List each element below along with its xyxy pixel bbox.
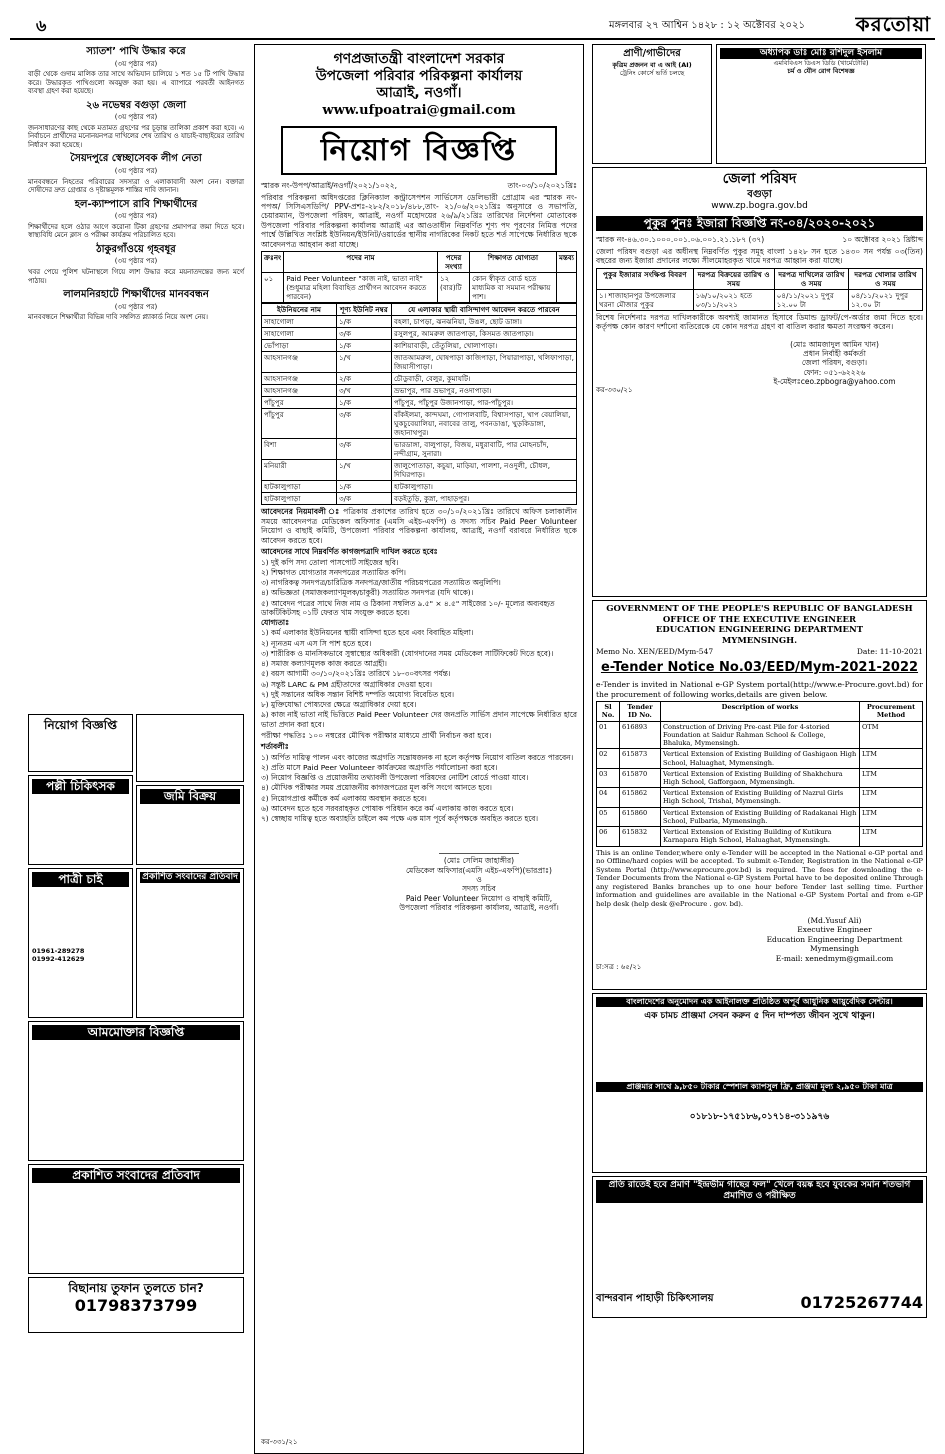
th: ক্রঃনং <box>262 252 284 273</box>
cell: Paid Peer Volunteer "কাজ নাই, ভাতা নাই" (শুধুমাত্র মহিলা বিবাহিত প্রার্থীগন আবেদন করতে পারবেন) <box>284 273 438 303</box>
cell: Vertical Extension of Existing Building of Radakanai High School, Fulbaria, Mymensingh. <box>661 807 860 826</box>
news-block-5 <box>28 244 244 285</box>
news-cont: (৩য় পৃষ্ঠার পর) <box>114 212 158 221</box>
list-item: ২) শিক্ষাগত যোগ্যতার সনদপত্রের সত্যায়িত কপি। <box>261 567 406 577</box>
table-row <box>262 397 577 409</box>
news-title: স্যাতশ’ পাখি উদ্ধার করে <box>86 46 186 57</box>
cell: ৩/ক <box>337 328 392 340</box>
memo-line <box>261 181 577 190</box>
news-block-2 <box>28 100 244 150</box>
cell: OTM <box>860 721 923 749</box>
sig-line: ও <box>476 875 482 885</box>
list-item: ৩) শারীরিক ও মানসিকভাবে সুস্বাস্থ্যের অধিকারী (যোগদানের সময় মেডিকেল সার্টিফিকেট দিতে হবে)। <box>261 648 554 658</box>
table-row <box>262 340 577 352</box>
cell: 06 <box>597 827 620 846</box>
post-table <box>261 251 577 303</box>
news-block-4 <box>28 199 244 240</box>
cell: বড়ইতুড়ি, কুস্না, পাহাড়পুর। <box>392 493 577 505</box>
ad-title: অধ্যাপক ডাঃ মোঃ রশিদুল ইসলাম <box>720 48 922 59</box>
zila-place: বগুড়া <box>747 188 772 200</box>
th: পদের সংখ্যা <box>438 252 470 273</box>
cell: LTM <box>860 788 923 807</box>
cell: ৩/খ <box>337 385 392 397</box>
sig-line: Paid Peer Volunteer নিয়োগ ও বাছাই কমিটি, <box>405 893 553 903</box>
cell: 04 <box>597 788 620 807</box>
cell: ৩/ক <box>337 439 392 460</box>
th: মন্তব্য <box>556 252 576 273</box>
tender-intro: e-Tender is invited in National e-GP System portal(http://www.e-Procure.govt.bd) for the procurement of following works,details are given below. <box>596 680 923 699</box>
ad-phone: 01961-289278 <box>32 947 85 955</box>
e-tender-notice <box>592 600 927 990</box>
cell: Vertical Extension of Existing Building of Gashigaon High School, Haluaghat, Mymensingh. <box>661 749 860 768</box>
cell: 03 <box>597 768 620 787</box>
cell: ভারডাঙ্গা, বালুপাড়া, বিজয়, মধুরাবাটি, পার মোহনচাঁদ, নন্দীগ্রাম, সুনারা। <box>392 439 577 460</box>
ad-protibad-1 <box>136 868 244 1018</box>
list-item: ১) দুই কপি সদ্য তোলা পাসপোর্ট সাইজের ছবি। <box>261 557 399 567</box>
gov-url: www.ufpoatrai@gmail.com <box>322 103 516 119</box>
cell: ১/ক <box>337 316 392 328</box>
table-row <box>262 273 577 303</box>
list-item: ৩) নিয়োগ বিজ্ঞপ্তি ও প্রয়োজনীয় তথ্যাবলী উপজেলা পরিষদের নোটিশ বোর্ডে পাওয়া যাবে। <box>261 773 529 783</box>
news-title: ২৬ নভেম্বর বগুড়া জেলা <box>85 99 187 111</box>
sig-line: ফোন: ০৫১-৬২২২৬ <box>803 367 866 377</box>
cell: ১। শাজাহানপুর উপজেলার খরনা মৌজার পুকুর <box>597 289 694 310</box>
table-row <box>597 788 923 807</box>
table-row <box>262 373 577 385</box>
tender-number: e-Tender Notice No.03/EED/Mym-2021-2022 <box>600 659 919 675</box>
list-title: আবেদনের সাথে নিম্নবর্ণিত কাগজপত্রাদি দাখিল করতে হবেঃ <box>261 547 438 557</box>
cell: 615860 <box>620 807 661 826</box>
cell: কাশিয়াবাড়ী, তেঁতুলিয়া, খোলাপাড়া। <box>392 340 577 352</box>
list-item: ২) প্রতি মাসে Paid Peer Volunteer কার্যক্রমের অগ্রগতি পর্যালোচনা করা হবে। <box>261 762 498 772</box>
ad-title: প্রাণী/গাভীদের <box>623 48 681 59</box>
ad-doctor <box>716 44 926 164</box>
sig-line: ই-মেইলঃceo.zpbogra@yahoo.com <box>773 377 896 387</box>
list-item: ৩) নাগরিকত্ব সনদপত্র/চারিত্রিক সনদপত্র/জাতীয় পরিচয়পত্রের সত্যায়িত অনুলিপি। <box>261 578 501 588</box>
cell: ১৬/১০/২০২১ হতে ০৩/১১/২০২১ <box>693 289 774 310</box>
table-row <box>262 481 577 493</box>
cell: ১২ (বার)টি <box>438 273 470 303</box>
left-column <box>28 44 244 1315</box>
news-text: মানববন্ধনে নিহতের পরিবারের সদস্যরা ও এলাকাবাসী অংশ নেন। বক্তারা দোষীদের দ্রুত গ্রেপ্তার ও দৃষ্টান্তমূলক শাস্তির দাবি জানান। <box>28 177 244 195</box>
list-item: ১) অর্পিত দায়িত্ব পালন এবং কাজের অগ্রগতি সন্তোষজনক না হলে কর্তৃপক্ষ নিয়োগ বাতিল করতে পারবেন। <box>261 752 574 762</box>
notice-heading: নিয়োগ বিজ্ঞপ্তি <box>281 126 557 176</box>
sig-line: E-mail: xenedmym@gmail.com <box>775 953 894 963</box>
sig-name: (Md.Yusuf Ali) <box>807 916 862 925</box>
ad-sub: চর্ম ও যৌন রোগ বিশেষজ্ঞ <box>787 67 855 76</box>
memo-no: Memo No. XEN/EED/Mym-547 <box>596 646 714 656</box>
cell: রসুলপুর, আমরুল জাতপাড়া, কিসমত জাতপাড়া। <box>392 328 577 340</box>
cell: 615862 <box>620 788 661 807</box>
right-column <box>592 44 927 1321</box>
cell: ০১ <box>262 273 284 303</box>
ad-title: আমমোক্তার বিজ্ঞপ্তি <box>32 1025 240 1040</box>
elig-list <box>261 618 577 729</box>
ad-niyog <box>28 714 133 772</box>
sig-line: উপজেলা পরিবার পরিকল্পনা কার্যালয়, আত্রাই, নওগাঁ। <box>399 903 559 913</box>
th: দরপত্র বিক্রয়ের তারিখ ও সময় <box>693 268 774 289</box>
cell: Vertical Extension of Existing Building of Nazrul Girls High School, Trishal, Mymensingh. <box>661 788 860 807</box>
tender-heading: OFFICE OF THE EXECUTIVE ENGINEER <box>662 614 857 625</box>
memo-date: Date: 11-10-2021 <box>856 646 923 656</box>
cell: ১/ক <box>337 481 392 493</box>
ad-sub: এমবিবিএস ডিএস ডিডি (খার্মেটোরি) <box>773 59 869 68</box>
page-number: ৬ <box>36 16 47 35</box>
cell: LTM <box>860 827 923 846</box>
cell: LTM <box>860 807 923 826</box>
memo-date: তাং-০৩/১০/২০২১খ্রিঃ <box>507 181 577 191</box>
footer-code: চা:সত্র : ৬৫/২১ <box>596 962 642 971</box>
table-row <box>262 328 577 340</box>
page-header <box>10 12 935 40</box>
cell: সাহাগোলা <box>262 316 337 328</box>
ad-title: পল্লী চিকিৎসক <box>32 779 129 794</box>
sig-line: Mymensingh <box>809 944 859 954</box>
sig-line: মেডিকেল অফিসার(এমসি এইচ-এফপি)(ভারপ্রাঃ) <box>406 865 552 875</box>
ad-ayurvedic <box>592 993 927 1173</box>
news-text: বাড়ী থেকে গুদাম মালিক তার সাথে অভিযান চালিয়ে ১ শত ১৫ টি পাখি উদ্ধার করে। উদ্ধারকৃত পাখিগুলো অবমুক্ত করা হয়। এ ব্যাপারে পরবর্তী আইনগত ব্যবস্থা গ্রহণ করা হয়েছে। <box>28 70 244 96</box>
sig-name: (মোঃ সেলিম জাহাঙ্গীর) <box>443 856 515 866</box>
th: Sl No. <box>597 702 620 721</box>
news-block-3 <box>28 153 244 194</box>
pukur-title: পুকুর পুনঃ ইজারা বিজ্ঞপ্তি নং-০৪/২০২০-২০২১ <box>596 216 923 231</box>
pukur-table <box>596 268 923 311</box>
ad-phone: 01798373799 <box>74 1296 198 1315</box>
ad-title: প্রকাশিত সংবাদের প্রতিবাদ <box>140 872 240 883</box>
cell: জাতআমরুল, ঘোষপাড়া কাজিপাড়া, পিয়ারাপাড়া, খলিফাপাড়া, জিয়াসীপাড়া। <box>392 352 577 373</box>
ad-price: প্রাঞ্জমার সাথে ৯,৮৫০ টাকার স্পেশাল ক্যাপসুল ফ্রি, প্রাঞ্জমা মূল্য ২,৯৫০ টাকা মাত্র <box>596 1082 923 1092</box>
list-title: শর্তাবলীঃ <box>261 742 289 752</box>
list-item: ৪) সমাজ কল্যাণমূলক কাজ করতে আগ্রহী। <box>261 659 387 669</box>
sig-line: Education Engineering Department <box>766 934 903 944</box>
cell: 615832 <box>620 827 661 846</box>
cell: LTM <box>860 768 923 787</box>
list-item: ৪) মৌখিক পরীক্ষার সময় প্রয়োজনীয় কাগজপত্রের মূল কপি সংগে আনতে হবে। <box>261 783 492 793</box>
table-row <box>597 749 923 768</box>
cell: 05 <box>597 807 620 826</box>
cell: ১/খ <box>337 352 392 373</box>
cell: ২/ক <box>337 373 392 385</box>
footer-code: কর-৩৩০/২১ <box>596 386 633 395</box>
ad-herbal <box>592 1176 927 1318</box>
memo-date: ১০ অক্টোবর ২০২১ খ্রিষ্টাব্দ <box>842 235 923 245</box>
news-cont: (৩য় পৃষ্ঠার পর) <box>114 113 158 122</box>
tender-text: This is an online Tender,where only e-Tender will be accepted in the National e-GP portal and no Offline/hard copies will be accepted. To submit e-Tender, Registration in the National e-GP System Portal (http://www.eprocure.gov.bd) is required. The fees for downloading the e-Tender Documents from the National e-GP System Portal have to be deposited online Through any registered Banks branches up to one hour before Tender last selling time. Further information and guidelines are available in the National e-GP System Portal and from e-GP help desk (help desk @eProcure . gov. bd). <box>596 848 923 908</box>
cell: হাটকালুপাড়া। <box>392 481 577 493</box>
classified-ads <box>28 714 244 1336</box>
list-item: ৪) অভিজ্ঞতা (সমাজকল্যাণমূলক/চাকুরী) সত্যায়িত সনদপত্র (যদি থাকে)। <box>261 588 474 598</box>
gov-title-1: গণপ্রজাতন্ত্রী বাংলাদেশ সরকার <box>333 51 505 67</box>
sig-line: Executive Engineer <box>797 925 872 935</box>
rules-title: আবেদনের নিয়মাবলী ঃ <box>261 507 340 517</box>
cell: ভ্রভাপুর, পার ভ্রভাপুর, নওদাপাড়া। <box>392 385 577 397</box>
cell: পাঁচুপুর <box>262 409 337 439</box>
ad-bottom <box>28 1277 244 1333</box>
ad-ai-training <box>592 44 712 164</box>
cell: বহলা, চাপড়া, ঝনঝনিয়া, উঙল, ছোট ডাঙ্গা। <box>392 316 577 328</box>
th: দরপত্র দাখিলের তারিখ ও সময় <box>774 268 848 289</box>
zila-title: জেলা পরিষদ <box>722 171 797 187</box>
docs-list <box>261 547 577 617</box>
zila-url: www.zp.bogra.gov.bd <box>711 201 808 211</box>
th: দরপত্র খোলার তারিখ ও সময় <box>849 268 923 289</box>
cell: 615873 <box>620 749 661 768</box>
list-item: ৫) বয়স আগামী ৩০/১০/২০২১খ্রিঃ তারিখে ১৮-৩০বৎসর পর্যন্ত। <box>261 669 451 679</box>
cell: মনিয়ারী <box>262 460 337 481</box>
cell: ১/ক <box>337 397 392 409</box>
list-item: ৬) সন্তুষ্ট LARC & PM গ্রহীতাদের অগ্রাধিকার দেওয়া হবে। <box>261 679 433 689</box>
tender-signature <box>746 916 923 963</box>
center-notice <box>254 44 584 1454</box>
list-item: ৭) স্বেচ্ছায় দায়িত্ব হতে অব্যাহতি চাইলে কম পক্ষে এক মাস পূর্বে কর্তৃপক্ষকে অবহিত করতে হবে। <box>261 814 539 824</box>
rules <box>261 507 577 545</box>
signature-block <box>381 833 577 912</box>
news-title: লালমনিরহাটে শিক্ষার্থীদের মানববন্ধন <box>63 289 209 301</box>
table-row <box>262 352 577 373</box>
exam-text: পরীক্ষা পদ্ধতিঃ ১০০ নম্বরের মৌখিক পরীক্ষার মাধ্যমে প্রার্থী নির্বাচন করা হবে। <box>261 730 492 740</box>
list-item: ২) ন্যূনতম এস এস সি পাশ হতে হবে। <box>261 638 372 648</box>
cell: পাঁচুপুর, পাঁচুপুর উজানপাড়া, পার-পাঁচুপুর। <box>392 397 577 409</box>
list-item: ৮) মুক্তিযোদ্ধা পোষ্যদের ক্ষেত্রে অগ্রাধিকার দেয়া হবে। <box>261 700 417 710</box>
cell: পাঁচুপুর <box>262 397 337 409</box>
cell: বিশা <box>262 439 337 460</box>
ad-title: পাত্রী চাই <box>32 872 129 887</box>
cell: ৩/ক <box>337 409 392 439</box>
news-text: মানববন্ধনে শিক্ষার্থীরা বিভিন্ন দাবি সম্বলিত প্ল্যাকার্ড নিয়ে অংশ নেয়। <box>28 313 208 322</box>
ad-sub: ট্রেনিং কোর্সে ভর্তি চলছে <box>619 68 685 77</box>
ad-phone: 01992-412629 <box>32 955 85 964</box>
news-cont: (৩য় পৃষ্ঠার পর) <box>114 302 158 311</box>
table-row <box>597 827 923 846</box>
ad-title: জমি বিক্রয় <box>140 789 240 804</box>
sig-line: জেলা পরিষদ, বগুড়া। <box>801 358 868 368</box>
th: ইউনিয়নের নাম <box>262 304 337 316</box>
rules-text: পত্রিকায় প্রকাশের তারিখ হতে ৩০/১০/২০২১খ্রিঃ তারিখে অফিস চলাকালীন সময়ে আবেদনপত্র মেডিকেল অফিসার (এমসি এইচ-এফপি) ও সদস্য সচিব Paid Peer Volunteer নিয়োগ ও বাছাই কমিটি, উপজেলা পরিবার পরিকল্পনা কার্যালয়, আত্রাই, নওগাঁ বরাবরে নির্ধারিত ছকে আবেদন করতে হবে। <box>261 507 577 545</box>
sig-line: সদস্য সচিব <box>462 884 496 894</box>
ad-footer: বান্দরবান পাহাড়ী চিকিৎসালয় <box>596 1292 714 1304</box>
union-table <box>261 303 577 505</box>
pukur-notes: বিশেষ নির্দেশনাঃ দরপত্র দাখিলকারীকে অবশ্যই জামানত হিসাবে ডিমান্ড ড্রাফট/পে-অর্ডার জমা দিতে হবে। কর্তৃপক্ষ কোন কারণ দর্শানো ব্যতিরেকে যে কোন দরপত্র গ্রহণ বা বাতিল করার ক্ষমতা সংরক্ষণ করেন। <box>596 312 923 332</box>
list-item: ৯) কাজ নাই ভাতা নাই ভিত্তিতে Paid Peer Volunteer দের জনপ্রতি সার্ভিস প্রদান সাপেক্ষে নির্ধারিত হারে ভাতা প্রদান করা হবে। <box>261 710 577 729</box>
table-row <box>597 721 923 749</box>
cell: কোন স্বীকৃত বোর্ড হতে মাধ্যমিক বা সমমান পরীক্ষায় পাশ। <box>470 273 557 303</box>
cell: ০৪/১১/২০২১ দুপুর ১২.৩০ টা <box>849 289 923 310</box>
table-row <box>262 460 577 481</box>
list-title: যোগ্যতাঃ <box>261 618 290 628</box>
zila-parishad-notice <box>592 167 927 597</box>
ad-title: প্রকাশিত সংবাদের প্রতিবাদ <box>32 1168 240 1183</box>
ad-title: প্রতি রাতেই হবে প্রমাণ "ইন্দ্রভীম গাছের ফল" খেলে বয়ষ্ক হবে যুবকের সমান শতভাগ প্রমাণিত ও পরীক্ষিত <box>596 1180 923 1203</box>
cell: 616893 <box>620 721 661 749</box>
list-item: ১) কর্ম এলাকার ইউনিয়নের স্থায়ী বাসিন্দা হতে হবে এবং বিবাহিত মহিলা। <box>261 628 474 638</box>
cell: আহসানগঞ্জ <box>262 352 337 373</box>
cell: ১/ক <box>337 340 392 352</box>
ad-sub: এক চামচ প্রাঞ্জমা সেবন করুন ৫ দিন দাম্পত্য জীবন সুখে থাকুন। <box>644 1011 875 1021</box>
signature-mark <box>439 833 519 854</box>
cell: ভোঁপাড়া <box>262 340 337 352</box>
th: শিক্ষাগত যোগ্যতা <box>470 252 557 273</box>
ad-amoktar <box>28 1021 244 1161</box>
footer-code: কর-৩৩১/২১ <box>261 1438 298 1447</box>
table-row <box>262 409 577 439</box>
ad-protibad-2 <box>28 1164 244 1274</box>
th: Description of works <box>661 702 860 721</box>
th: Tender ID No. <box>620 702 661 721</box>
cell: 02 <box>597 749 620 768</box>
cell: Vertical Extension of Existing Building of Shakhchura High School, Gafforgaon, Mymensingh. <box>661 768 860 787</box>
tender-table <box>596 701 923 847</box>
tender-heading: GOVERNMENT OF THE PEOPLE'S REPUBLIC OF BANGLADESH <box>606 604 913 614</box>
cell: LTM <box>860 749 923 768</box>
ad-course <box>136 714 244 782</box>
memo-no: স্মারক নং-উপপ/আত্রাই/নওগাঁ/২০২১/১০২২, <box>261 181 398 191</box>
news-text: জনসাধারণের কাছ থেকে মতামত গ্রহণের পর চূড়ান্ত তালিকা প্রকাশ করা হবে। এ নির্বাচনে প্রার্থীদের মনোনয়নপত্র দাখিলের শেষ তারিখ ও যাচাই-বাছাইয়ের তারিখ নির্ধারণ করা হয়েছে। <box>28 123 244 149</box>
cell: 615870 <box>620 768 661 787</box>
cell: ১/খ <box>337 460 392 481</box>
news-cont: (৩য় পৃষ্ঠার পর) <box>114 257 158 266</box>
gov-title-3: আত্রাই, নওগাঁ। <box>376 84 462 101</box>
cell: চৌডুবাড়ী, বেলুর, কুমাযটি। <box>392 373 577 385</box>
pukur-signature <box>746 340 923 387</box>
cell: 01 <box>597 721 620 749</box>
conditions-list <box>261 742 577 823</box>
cell: Vertical Extension of Existing Building of Kutikura Karnapara High School, Haluaghat, Mymensingh. <box>661 827 860 846</box>
tender-heading: MYMENSINGH. <box>721 635 798 646</box>
ad-phone: ০১৮১৮-১৭৫১৮৬,০১৭১৪-৩১১৯৭৬ <box>689 1112 830 1123</box>
ad-polli <box>28 775 133 865</box>
cell: বাঁকইলমা, কান্দঘমা, গোপালবাটি, বিশ্বাসপাড়া, খাপ বেয়ালিয়া, ঘুকচুবেয়ালিয়া, নবাবের তালু, পবনডাঙা, খুড়কিডাঙ্গা, জহানাথপুর। <box>392 409 577 439</box>
cell: হাটকালুপাড়া <box>262 493 337 505</box>
pukur-text: জেলা পরিষদ বগুড়া এর অধীনস্থ নিম্নবর্ণিত পুকুর সমূহ বাংলা ১৪২৮ সন হতে ১৪৩০ সন পর্যন্ত ০৩(তিন) বছরের জন্য ইজারা প্রদানের লক্ষ্যে সীলমোহরকৃত খামে দরপত্র আহ্বান করা যাচ্ছে। <box>596 246 923 266</box>
ad-phone: 01725267744 <box>800 1292 923 1312</box>
issue-date: মঙ্গলবার ২৭ আশ্বিন ১৪২৮ : ১২ অক্টোবর ২০২১ <box>608 20 805 31</box>
sig-name: (মোঃ আমজাদুল আমিন খান) <box>790 339 879 349</box>
ad-title: বাংলাদেশের অনুমোদন এক আইনালক্ত প্রতিষ্ঠিত অপূর্ব আধুনিক আয়ুর্বেদিক সেন্টার। <box>596 997 923 1007</box>
cell <box>556 273 576 303</box>
ad-patri <box>28 868 133 1018</box>
table-row <box>262 439 577 460</box>
th: Procurement Method <box>860 702 923 721</box>
table-row <box>597 289 923 310</box>
table-row <box>262 493 577 505</box>
cell: Construction of Driving Pre-cast Pile for 4-storied Foundation at Saidur Rahman School & College, Bhaluka, Mymensingh. <box>661 721 860 749</box>
cell: আহসানগঞ্জ <box>262 385 337 397</box>
news-title: ঠাকুরগাঁওয়ে গৃহবধূর <box>96 243 176 255</box>
news-cont: (৩য় পৃষ্ঠার পর) <box>114 59 158 68</box>
th: পুকুর ইজারার সংক্ষিপ্ত বিবরণ <box>597 268 694 289</box>
cell: ৩/ক <box>337 493 392 505</box>
news-text: শিক্ষার্থীদের হলে ওঠার আগে করোনা টিকা গ্রহণের প্রমাণপত্র জমা দিতে হবে। স্বাস্থ্যবিধি মেনে ক্লাস ও পরীক্ষা কার্যক্রম পরিচালিত হবে। <box>28 222 244 240</box>
masthead-logo: করতোয়া <box>855 12 931 36</box>
ad-sub: কৃত্রিম প্রজনন বা এ আই (AI) <box>612 60 692 69</box>
list-item: ৬) আবেদন হতে হবে সরবরাহকৃত পোষাক পরিধান করে কর্ম এলাকায় কাজ করতে হবে। <box>261 803 514 813</box>
sig-line: প্রধান নির্বাহী কর্মকর্তা <box>803 348 866 358</box>
news-text: খবর পেয়ে পুলিশ ঘটনাস্থলে গিয়ে লাশ উদ্ধার করে ময়নাতদন্তের জন্য মর্গে পাঠায়। <box>28 268 244 285</box>
tender-heading: EDUCATION ENGINEERING DEPARTMENT <box>655 625 864 636</box>
list-item: ৫) নিয়োগপ্রাপ্ত কর্মীকে কর্ম এলাকায় অবস্থান করতে হবে। <box>261 793 427 803</box>
cell: ০৪/১১/২০২১ দুপুর ১২.০০ টা <box>774 289 848 310</box>
cell: আহসানগঞ্জ <box>262 373 337 385</box>
list-item: ৭) দুই সন্তানের অধিক সন্তান বিশিষ্ট দম্পতি অযোগ্য বিবেচিত হবে। <box>261 689 455 699</box>
table-row <box>597 807 923 826</box>
news-cont: (৩য় পৃষ্ঠার পর) <box>114 166 158 175</box>
cell: জালুপোতাড়া, কচুয়া, মাড়িয়া, পালশা, নওদুলী, চৌধল, দিঘিরপাড়। <box>392 460 577 481</box>
table-row <box>262 385 577 397</box>
table-row <box>262 316 577 328</box>
list-item: ৫) আবেদন পত্রের সাথে নিজ নাম ও ঠিকানা সম্বলিত ৯.৫" × ৪.৫" সাইজের ১০/- মূল্যের অব্যবহৃত ডাকটিকিটসহ ০১টি ফেরত খাম সংযুক্ত করতে হবে। <box>261 598 555 617</box>
news-block-6 <box>28 289 244 322</box>
news-title: সৈয়দপুরে স্বেচ্ছাসেবক লীগ নেতা <box>70 153 202 165</box>
ad-title: বিছানায় তুফান তুলতে চান? <box>68 1281 204 1295</box>
news-block-1 <box>28 46 244 96</box>
th: শূণ্য ইউনিট নম্বর <box>337 304 392 316</box>
ad-title: নিয়োগ বিজ্ঞপ্তি <box>44 718 117 732</box>
table-row <box>597 768 923 787</box>
th: যে এলাকার স্থায়ী বাসিন্দাগণ আবেদন করতে পারবেন <box>392 304 577 316</box>
ad-jomi <box>136 785 244 865</box>
intro-text: পরিবার পরিকল্পনা অধিদপ্তরের ক্লিনিক্যাল কন্ট্রাসেপশন সার্ভিসেস ডেলিভারী প্রোগ্রাম এর স্মারক নং-পপঅ/ সিসিএসডিপি/ PPV-প্রশঃ-২৮২/২০১৮/৪৮৮,তাং- ২১/০৬/২০২১খ্রিঃ অনুসারে ও সভাপতি, চেয়ারম্যান, উপজেলা পরিষদ, আত্রাই, নওগাঁ মহোদয়ের ২৬/৯/২১খ্রিঃ তারিখের নির্দেশনা মোতাবেক উপজেলা পরিবার পরিকল্পনা কার্যালয় আত্রাই এর আওতাধীন নিম্নবর্ণিত শূণ্য পদ পূরণের নিমিত্ত পদের পার্শ্বে উল্লিখিত সংশ্লিষ্ট ইউনিয়ন/ইউনিট/ওয়ার্ডের স্থানীয় নাগরিকের নিকট হতে শর্ত সাপেক্ষে নির্ধারিত ছকে আবেদনপত্র আহবান করা যাচ্ছে। <box>261 192 577 249</box>
cell: সাহাগোলা <box>262 328 337 340</box>
cell: হাটকালুপাড়া <box>262 481 337 493</box>
th: পদের নাম <box>284 252 438 273</box>
news-title: হল-ক্যাম্পাসে রাবি শিক্ষার্থীদের <box>74 198 198 210</box>
gov-title-2: উপজেলা পরিবার পরিকল্পনা কার্যালয় <box>315 67 523 84</box>
memo-no: স্মারক নং-৪৬.৩০.১০০০.০০১.০৬.০০১.২১.১৮৭ (৩৭) <box>596 235 765 245</box>
